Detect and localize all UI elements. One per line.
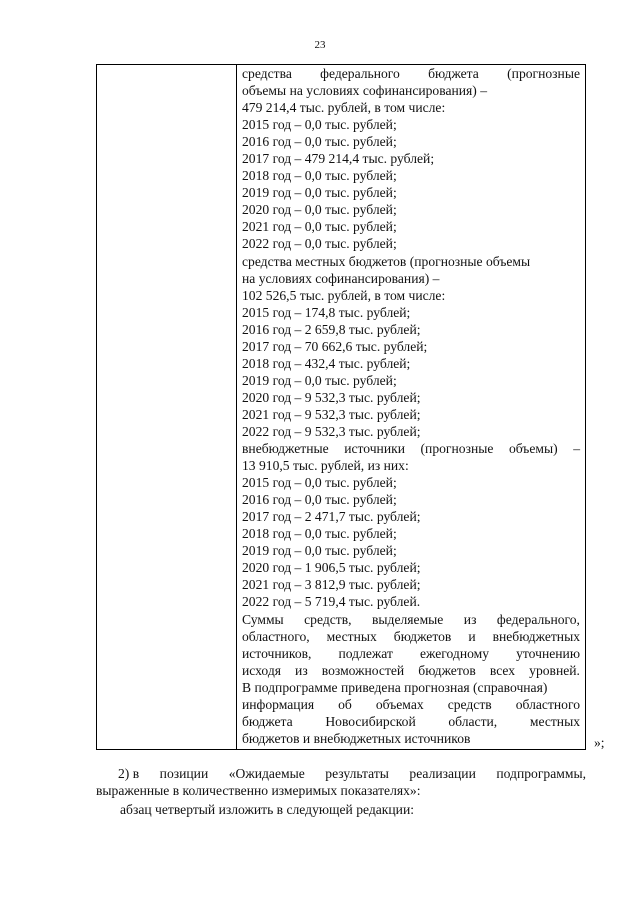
table-text-line (242, 696, 580, 713)
table-word: исходя (242, 662, 281, 678)
table-word: бюджета (428, 66, 479, 81)
table-text-line: средства местных бюджетов (прогнозные объемы (242, 253, 531, 269)
amendment-item-2 (96, 765, 586, 782)
table-text-line: объемы на условиях софинансирования) – (242, 83, 488, 99)
table-text-line: 2018 год – 0,0 тыс. рублей; (242, 168, 397, 184)
table-text-line: 2021 год – 9 532,3 тыс. рублей; (242, 406, 421, 422)
table-text-line: 2017 год – 70 662,6 тыс. рублей; (242, 338, 428, 354)
table-text-line: 2020 год – 1 906,5 тыс. рублей; (242, 560, 421, 576)
table-word: информация (242, 696, 315, 712)
table-word: об (338, 696, 352, 712)
paragraph-word: позиции (159, 766, 209, 781)
table-text-line: бюджетов и внебюджетных источников (242, 730, 471, 746)
table-word: местных (326, 628, 377, 644)
funding-details-cell (242, 65, 580, 747)
table-word: федерального, (496, 611, 580, 627)
table-word: федерального (320, 66, 400, 81)
table-column-divider (236, 65, 237, 749)
table-text-line: 2019 год – 0,0 тыс. рублей; (242, 543, 397, 559)
table-word: подлежат (338, 645, 393, 661)
table-text-line: 2022 год – 9 532,3 тыс. рублей; (242, 423, 421, 439)
paragraph-word: реализации (409, 766, 476, 781)
table-closing-quote: »; (594, 735, 605, 750)
table-word: источники (344, 441, 405, 457)
paragraph-line: выраженные в количественно измеримых показателях»: (96, 783, 421, 798)
paragraph-line (96, 765, 586, 782)
table-text-line (242, 611, 580, 628)
table-word: областного (515, 696, 580, 712)
table-text-line: 102 526,5 тыс. рублей, в том числе: (242, 287, 446, 303)
table-word: средств, (304, 611, 352, 627)
table-word: (прогнозные (420, 441, 494, 457)
table-text-line: В подпрограмме приведена прогнозная (справочная) (242, 679, 548, 695)
table-text-line: 2015 год – 174,8 тыс. рублей; (242, 304, 411, 320)
table-text-line: 2015 год – 0,0 тыс. рублей; (242, 117, 397, 133)
paragraph-line: абзац четвертый изложить в следующей редакции: (120, 802, 415, 817)
table-text-line: 2016 год – 2 659,8 тыс. рублей; (242, 321, 421, 337)
table-text-line (242, 713, 580, 730)
table-text-line (242, 65, 580, 82)
table-word: (прогнозные (507, 66, 580, 81)
table-text-line: 2017 год – 2 471,7 тыс. рублей; (242, 509, 421, 525)
table-word: объемы) (508, 441, 558, 457)
table-word: местных (529, 713, 580, 729)
paragraph-word: 2) в (118, 766, 140, 781)
table-text-line: 2021 год – 3 812,9 тыс. рублей; (242, 577, 421, 593)
table-word: – (573, 441, 580, 457)
table-text-line: 2020 год – 0,0 тыс. рублей; (242, 202, 397, 218)
table-word: источников, (242, 645, 312, 661)
table-word: Суммы (242, 611, 284, 627)
table-text-line: 2017 год – 479 214,4 тыс. рублей; (242, 151, 435, 167)
table-text-line: 2022 год – 5 719,4 тыс. рублей. (242, 594, 421, 610)
table-text-line: 2020 год – 9 532,3 тыс. рублей; (242, 389, 421, 405)
table-word: из (295, 662, 308, 678)
table-word: средства (242, 66, 292, 81)
amendment-item-2-continuation (96, 782, 586, 799)
paragraph-word: результаты (325, 766, 389, 781)
table-word: областного, (242, 628, 310, 644)
table-word: уточнению (516, 645, 580, 661)
table-text-line: 2018 год – 0,0 тыс. рублей; (242, 526, 397, 542)
table-text-line: 2018 год – 432,4 тыс. рублей; (242, 355, 411, 371)
table-word: области, (448, 713, 498, 729)
table-text-line: 2015 год – 0,0 тыс. рублей; (242, 475, 397, 491)
table-word: выделяемые (372, 611, 444, 627)
table-word: внебюджетные (242, 441, 329, 457)
table-text-line: 13 910,5 тыс. рублей, из них: (242, 458, 409, 474)
table-text-line: 2019 год – 0,0 тыс. рублей; (242, 185, 397, 201)
funding-table (96, 64, 586, 750)
table-text-line (242, 645, 580, 662)
table-word: бюджетов (418, 662, 476, 678)
table-text-line: на условиях софинансирования) – (242, 270, 440, 286)
table-word: внебюджетных (492, 628, 580, 644)
table-word: объемах (375, 696, 424, 712)
page-number: 23 (314, 39, 326, 51)
table-word: возможностей (321, 662, 405, 678)
amendment-paragraph-four (120, 801, 586, 818)
table-word: средств (447, 696, 492, 712)
paragraph-word: подпрограммы, (496, 766, 586, 781)
table-word: бюджетов (393, 628, 452, 644)
table-word: бюджета (242, 713, 293, 729)
paragraph-word: «Ожидаемые (228, 766, 305, 781)
table-text-line (242, 662, 580, 679)
table-text-line: 2021 год – 0,0 тыс. рублей; (242, 219, 397, 235)
table-text-line: 2019 год – 0,0 тыс. рублей; (242, 372, 397, 388)
table-text-line (242, 628, 580, 645)
table-text-line (242, 440, 580, 457)
table-text-line: 2022 год – 0,0 тыс. рублей; (242, 236, 397, 252)
table-word: всех (489, 662, 516, 678)
table-text-line: 479 214,4 тыс. рублей, в том числе: (242, 100, 446, 116)
table-word: Новосибирской (325, 713, 416, 729)
table-word: ежегодному (420, 645, 490, 661)
table-word: из (463, 611, 477, 627)
table-text-line: 2016 год – 0,0 тыс. рублей; (242, 492, 397, 508)
table-word: и (468, 628, 476, 644)
table-word: уровней. (529, 662, 580, 678)
table-text-line: 2016 год – 0,0 тыс. рублей; (242, 134, 397, 150)
